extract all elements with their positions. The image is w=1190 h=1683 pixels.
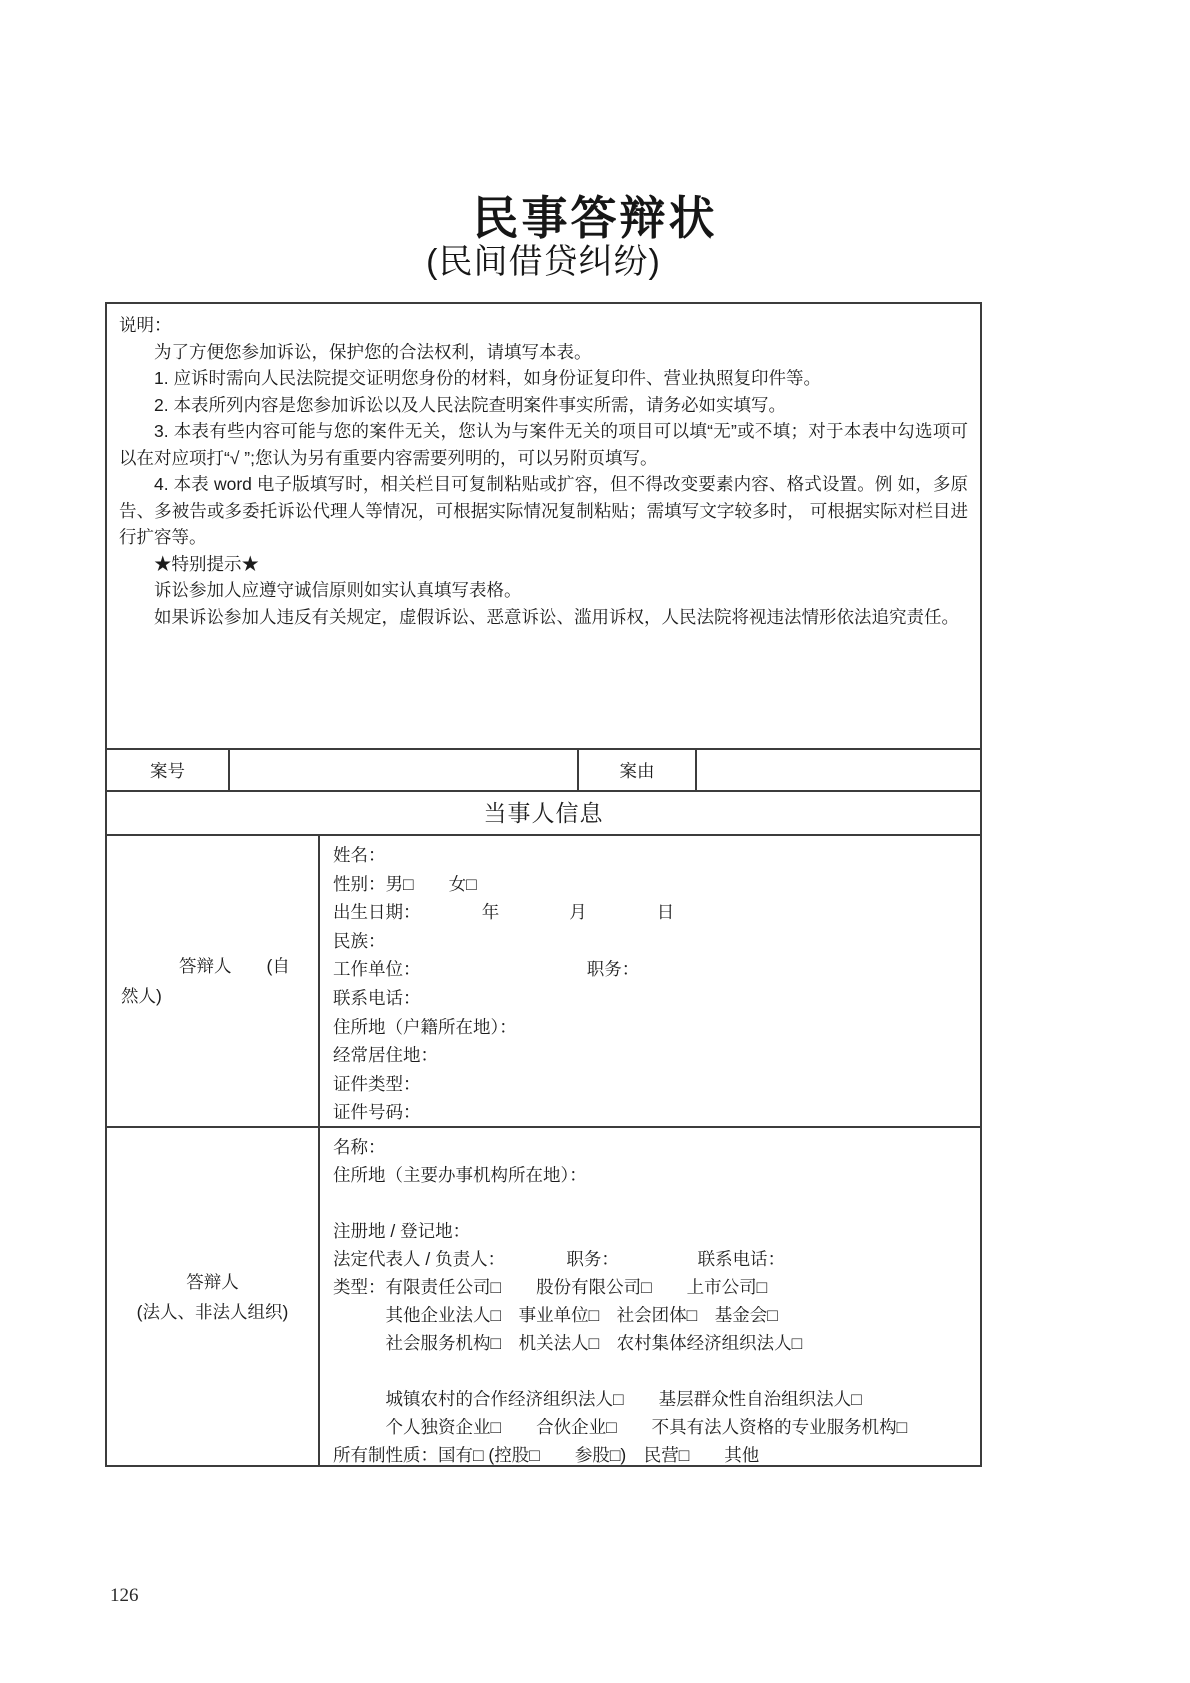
form-field-line: 个人独资企业□ 合伙企业□ 不具有法人资格的专业服务机构□ [333,1417,908,1437]
form-field-line: 证件号码： [333,1102,421,1123]
instruction-paragraph: 1. 应诉时需向人民法院提交证明您身份的材料，如身份证复印件、营业执照复印件等。 [154,368,821,388]
case-number-label: 案号 [107,750,230,790]
legal-entity-label-line2: (法人、非法人组织) [136,1301,289,1322]
case-cause-label: 案由 [579,750,697,790]
document-subtitle: (民间借贷纠纷) [426,243,661,281]
instructions-paragraphs [119,339,968,631]
form-field-line: 其他企业法人□ 事业单位□ 社会团体□ 基金会□ [333,1305,778,1325]
form-field-line: 工作单位： 职务： [333,959,640,980]
instructions-box [107,304,980,748]
form-field-line: 法定代表人 / 负责人： 职务： 联系电话： [333,1249,786,1269]
form-field-line: 出生日期： 年 月 日 [333,902,675,923]
form-field-line: 住所地（主要办事机构所在地）： [333,1165,587,1185]
instruction-paragraph: ★特别提示★ [154,553,259,574]
instruction-paragraph: 诉讼参加人应遵守诚信原则如实认真填写表格。 [154,580,522,600]
legal-entity-fields[interactable] [320,1128,980,1465]
form-field-line: 类型：有限责任公司□ 股份有限公司□ 上市公司□ [333,1277,768,1297]
page-number: 126 [110,1585,139,1606]
form-field-line: 性别：男□ 女□ [333,873,477,894]
instructions-heading: 说明： [119,315,172,335]
natural-person-label-line1: 答辩人 (自 [179,956,290,976]
form-field-line: 住所地（户籍所在地）： [333,1016,517,1037]
instruction-paragraph: 为了方便您参加诉讼，保护您的合法权利，请填写本表。 [154,341,592,362]
natural-person-fields[interactable] [320,836,980,1126]
legal-entity-label-line1: 答辩人 [186,1271,239,1292]
form-field-line: 注册地 / 登记地： [333,1221,471,1241]
instruction-paragraph: 4. 本表 word 电子版填写时，相关栏目可复制粘贴或扩容，但不得改变要素内容、格式设置。例 如，多原告、多被告或多委托诉讼代理人等情况，可根据实际情况复制粘贴；需填写文字较多时， 可根据实际对栏目进行扩容等。 [119,474,968,547]
form-field-line [333,1357,974,1385]
party-info-header: 当事人信息 [107,790,980,834]
form-field-line: 姓名： [333,845,386,865]
legal-entity-label [107,1128,320,1465]
form-field-line: 证件类型： [333,1073,421,1094]
instruction-paragraph: 2. 本表所列内容是您参加诉讼以及人民法院查明案件事实所需，请务必如实填写。 [154,394,786,415]
form-field-line: 民族： [333,930,386,951]
form-table [105,302,982,1467]
form-field-line: 联系电话： [333,987,421,1008]
legal-entity-row [107,1126,980,1465]
case-row [107,748,980,790]
form-field-line: 城镇农村的合作经济组织法人□ 基层群众性自治组织法人□ [333,1389,862,1409]
case-number-value[interactable] [230,750,579,790]
instruction-paragraph: 3. 本表有些内容可能与您的案件无关，您认为与案件无关的项目可以填“无”或不填；对于本表中勾选项可以在对应项打“√ ”;您认为另有重要内容需要列明的，可以另附页填写。 [119,421,968,468]
form-field-line: 社会服务机构□ 机关法人□ 农村集体经济组织法人□ [333,1333,803,1353]
case-cause-value[interactable] [697,750,980,790]
form-field-line: 所有制性质：国有□ (控股□ 参股□) 民营□ 其他 [333,1445,760,1465]
natural-person-label [107,836,320,1126]
instruction-paragraph: 如果诉讼参加人违反有关规定，虚假诉讼、恶意诉讼、滥用诉权，人民法院将视违法情形依法追究责任。 [154,606,959,627]
form-field-line: 经常居住地： [333,1045,438,1066]
document-title: 民事答辩状 [472,192,718,244]
natural-person-row [107,834,980,1126]
natural-person-label-line2: 然人) [121,986,162,1006]
form-field-line [333,1189,974,1217]
form-field-line: 名称： [333,1137,386,1157]
